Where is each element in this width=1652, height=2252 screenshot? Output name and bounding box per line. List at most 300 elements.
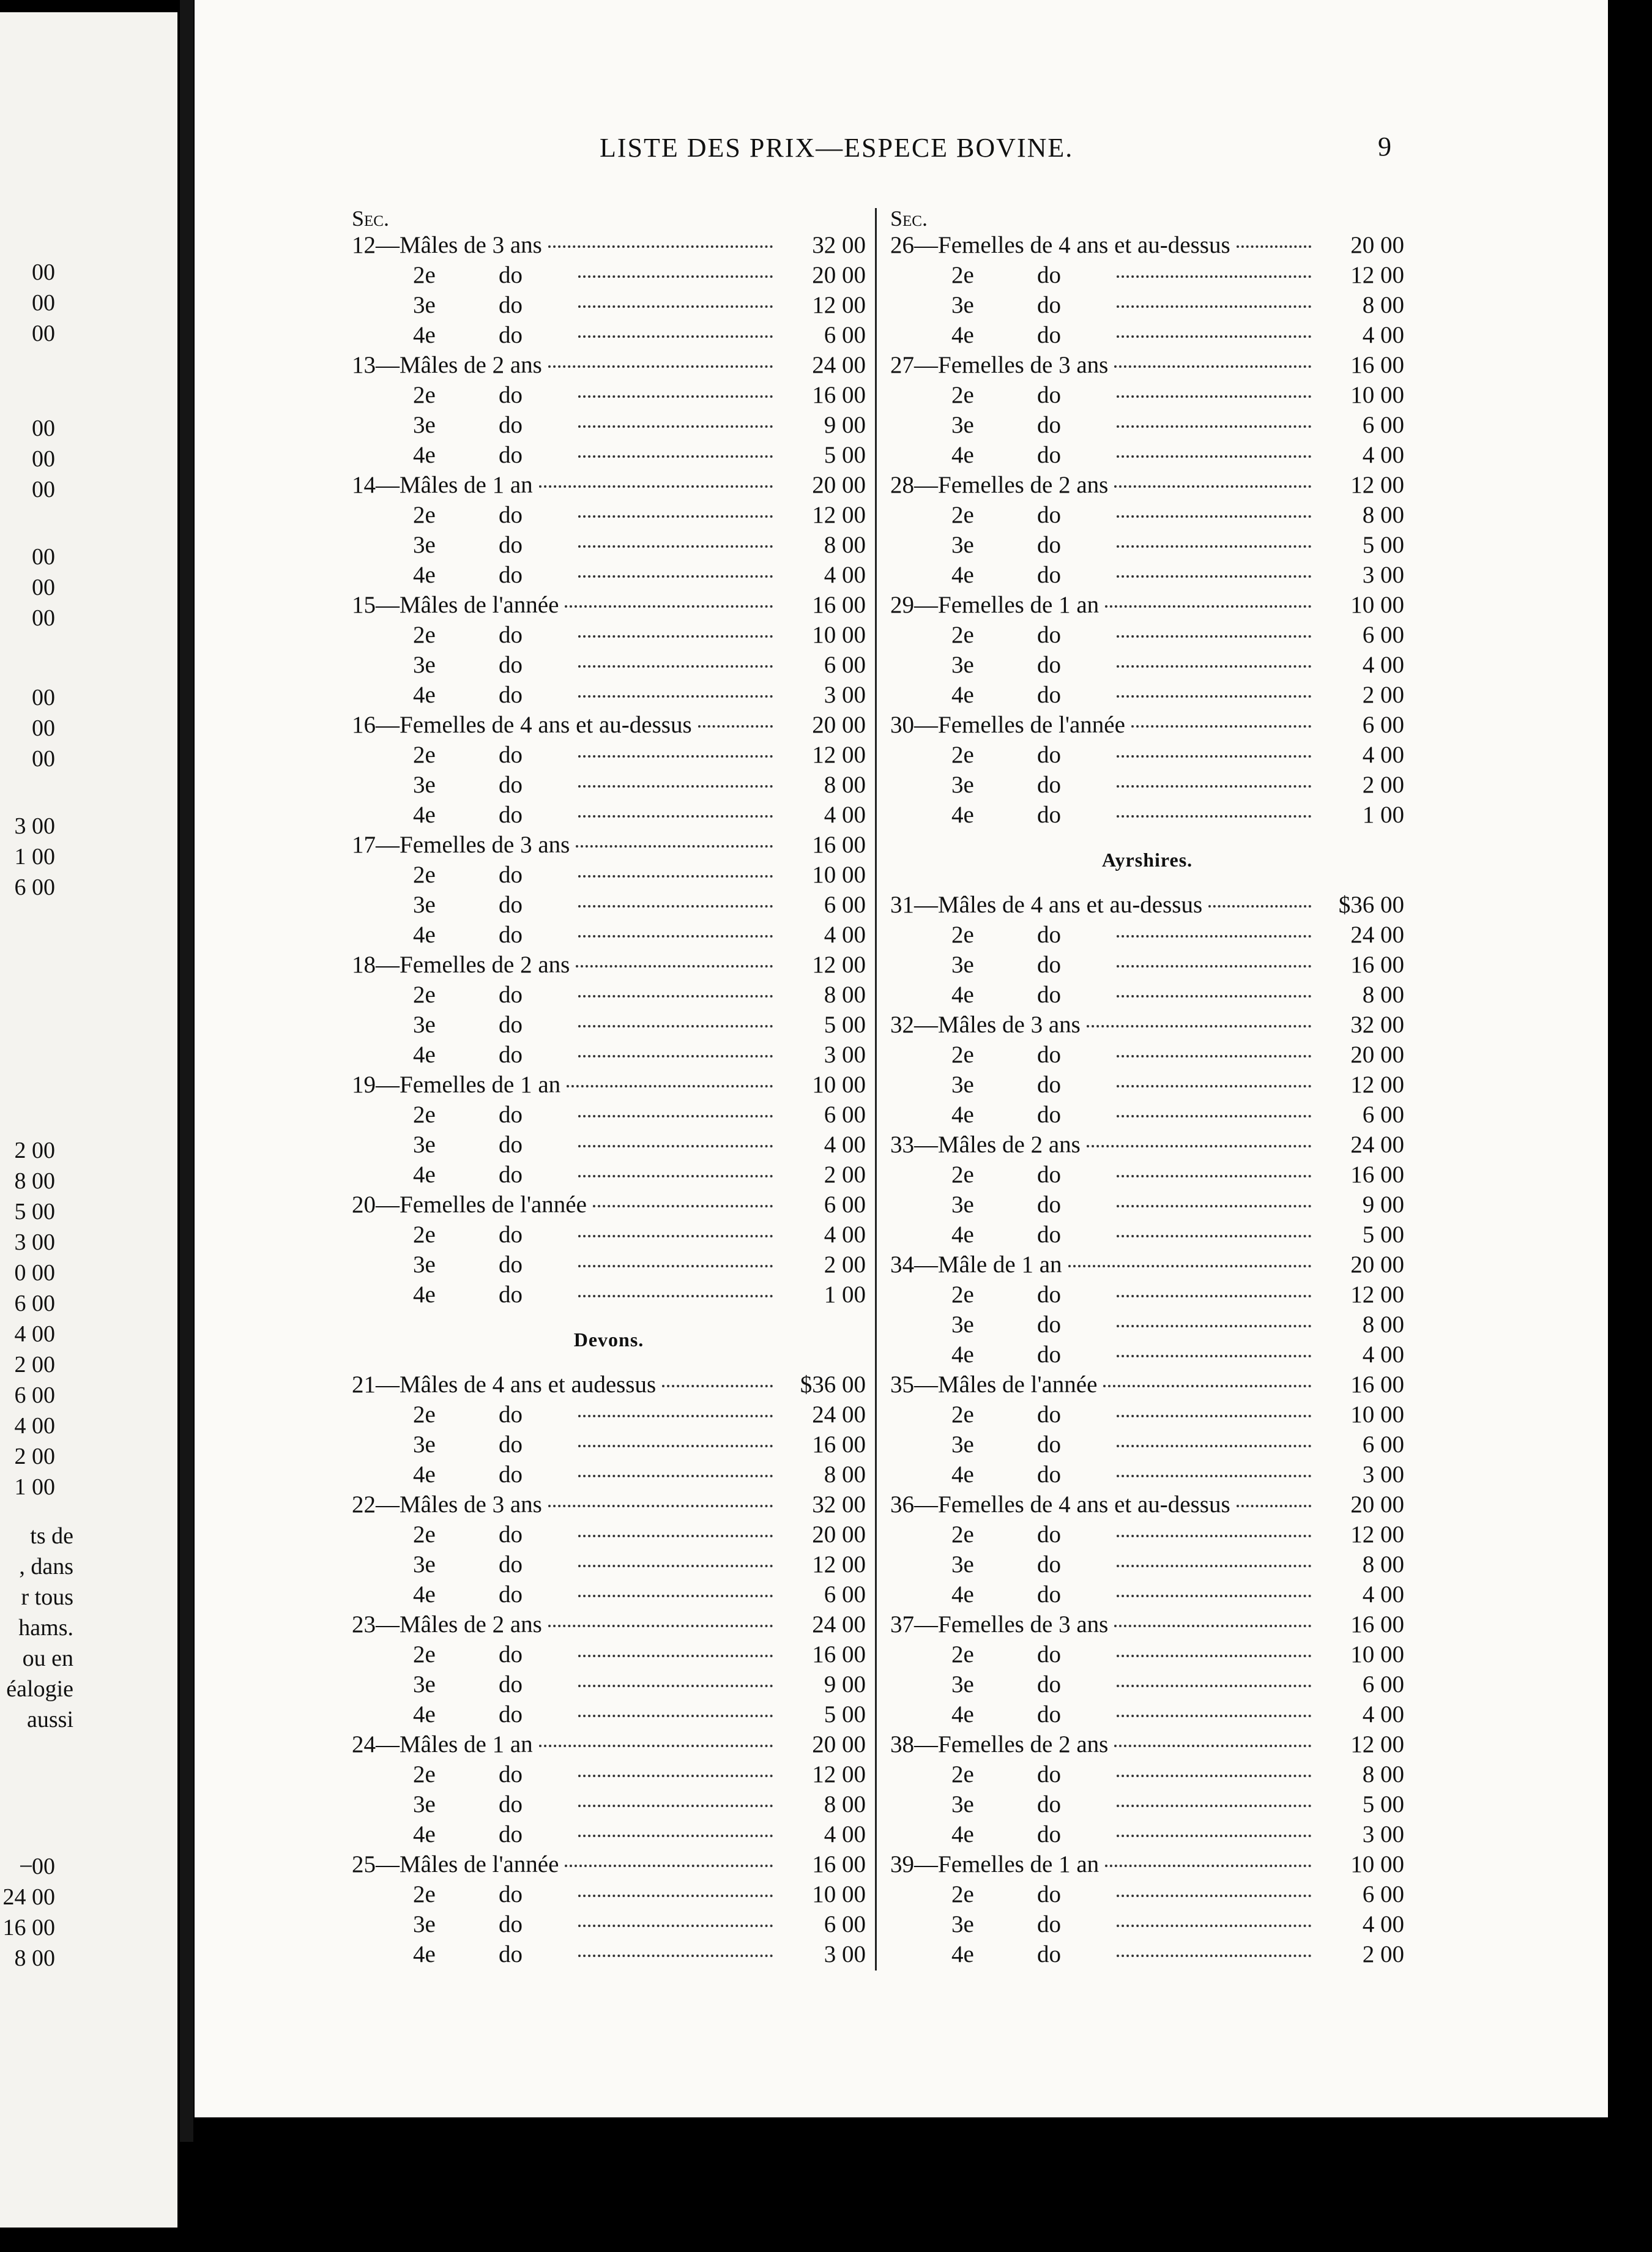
prize-amount: 12 00 <box>1350 472 1404 498</box>
dot-leader <box>578 1265 773 1267</box>
section-number: 21 <box>352 1371 376 1398</box>
ditto-mark: do <box>1037 1821 1061 1847</box>
facing-page-amount: 1 00 <box>14 844 55 870</box>
prize-amount: 3 00 <box>824 1042 866 1068</box>
prize-sub-row <box>352 320 866 350</box>
prize-row <box>890 1609 1404 1639</box>
prize-amount: 8 00 <box>1362 1551 1404 1578</box>
rank: 2e <box>413 622 436 648</box>
ditto-mark: do <box>1037 562 1061 588</box>
dash: — <box>914 1132 938 1158</box>
ditto-mark: do <box>499 1791 523 1818</box>
prize-label <box>890 441 1111 469</box>
ditto-mark: do <box>1037 1221 1061 1248</box>
rank: 3e <box>951 652 974 678</box>
prize-amount: 8 00 <box>824 532 866 558</box>
facing-page-amount: 2 00 <box>14 1352 55 1378</box>
ditto-mark: do <box>499 742 523 768</box>
prize-label <box>352 831 570 859</box>
prize-row <box>890 1490 1404 1519</box>
rank: 2e <box>951 1521 974 1548</box>
prize-label <box>352 981 572 1009</box>
prize-amount: 16 00 <box>812 832 866 858</box>
ditto-mark: do <box>499 1102 523 1128</box>
prize-amount: 4 00 <box>824 1132 866 1158</box>
dash: — <box>376 1491 400 1518</box>
prize-amount: 4 00 <box>1362 1701 1404 1728</box>
section-number: 15 <box>352 592 376 618</box>
prize-amount: 12 00 <box>812 292 866 318</box>
prize-sub-row <box>890 920 1404 950</box>
rank: 4e <box>951 562 974 588</box>
class-name: Mâles de 3 ans <box>938 1012 1081 1038</box>
prize-label <box>890 801 1111 829</box>
ditto-mark: do <box>1037 982 1061 1008</box>
dot-leader <box>1105 605 1311 608</box>
prize-label <box>352 1941 572 1968</box>
ditto-mark: do <box>499 1881 523 1907</box>
rank: 3e <box>413 1431 436 1458</box>
prize-sub-row <box>890 1040 1404 1070</box>
ditto-mark: do <box>499 382 523 408</box>
section-number: 37 <box>890 1611 914 1638</box>
prize-label <box>352 1521 572 1548</box>
section-number: 20 <box>352 1191 376 1218</box>
facing-page-amount: 2 00 <box>14 1138 55 1163</box>
prize-sub-row <box>352 680 866 710</box>
prize-label <box>890 1731 1108 1758</box>
ditto-mark: do <box>499 562 523 588</box>
facing-page-amount: 00 <box>32 259 55 285</box>
dot-leader <box>578 1895 773 1897</box>
prize-sub-row <box>352 1130 866 1160</box>
dot-leader <box>576 965 773 968</box>
dot-leader <box>578 1595 773 1597</box>
ditto-mark: do <box>499 442 523 468</box>
prize-row <box>890 1250 1404 1280</box>
facing-page-amount: 4 00 <box>14 1321 55 1347</box>
dash: — <box>376 232 400 258</box>
prize-label <box>890 351 1108 379</box>
section-number: 26 <box>890 232 914 258</box>
section-number: 23 <box>352 1611 376 1638</box>
rank: 4e <box>951 982 974 1008</box>
class-name: Mâles de l'année <box>400 1851 559 1877</box>
rank: 4e <box>951 1102 974 1128</box>
prize-label <box>352 1821 572 1848</box>
dot-leader <box>1131 725 1311 728</box>
prize-amount: 3 00 <box>824 1941 866 1967</box>
prize-amount: 3 00 <box>1362 562 1404 588</box>
prize-row <box>352 710 866 740</box>
prize-row <box>890 350 1404 380</box>
rank: 2e <box>951 1761 974 1788</box>
rank: 4e <box>413 1042 436 1068</box>
dot-leader <box>548 1505 773 1507</box>
facing-page-amount: 0 00 <box>14 1260 55 1286</box>
prize-row <box>352 470 866 500</box>
prize-amount: 2 00 <box>824 1161 866 1188</box>
dot-leader <box>578 905 773 908</box>
ditto-mark: do <box>499 772 523 798</box>
prize-sub-row <box>352 1250 866 1280</box>
prize-amount: 16 00 <box>812 1431 866 1458</box>
prize-label <box>352 1281 572 1308</box>
prize-sub-row <box>352 1879 866 1909</box>
rank: 2e <box>413 1102 436 1128</box>
dot-leader <box>578 695 773 698</box>
dash: — <box>376 712 400 738</box>
section-number: 22 <box>352 1491 376 1518</box>
dot-leader <box>578 935 773 938</box>
ditto-mark: do <box>1037 1581 1061 1608</box>
dot-leader <box>578 1115 773 1117</box>
facing-page-amount: 1 00 <box>14 1474 55 1500</box>
rank: 3e <box>951 952 974 978</box>
prize-label <box>352 321 572 349</box>
prize-sub-row <box>352 1100 866 1130</box>
dot-leader <box>1117 815 1311 818</box>
rank: 2e <box>951 1161 974 1188</box>
prize-sub-row <box>890 980 1404 1010</box>
rank: 2e <box>413 1881 436 1907</box>
prize-sub-row <box>352 1579 866 1609</box>
prize-label <box>352 1491 542 1518</box>
breed-heading: Devons. <box>573 1328 644 1351</box>
prize-sub-row <box>352 1010 866 1040</box>
prize-amount: 16 00 <box>1350 1161 1404 1188</box>
prize-amount: 9 00 <box>824 1671 866 1698</box>
dot-leader <box>548 365 773 368</box>
facing-page-amount: 8 00 <box>14 1945 55 1971</box>
prize-amount: 8 00 <box>1362 1311 1404 1338</box>
prize-amount: 3 00 <box>824 682 866 708</box>
class-name: Femelles de 2 ans <box>938 472 1109 498</box>
ditto-mark: do <box>1037 1941 1061 1967</box>
ditto-mark: do <box>499 1701 523 1728</box>
dot-leader <box>1114 485 1311 488</box>
ditto-mark: do <box>499 1461 523 1488</box>
class-name: Mâles de l'année <box>400 592 559 618</box>
dot-leader <box>1117 1355 1311 1357</box>
dash: — <box>914 1012 938 1038</box>
rank: 3e <box>951 1911 974 1937</box>
prize-sub-row <box>352 1699 866 1729</box>
section-number: 29 <box>890 592 914 618</box>
dot-leader <box>578 1055 773 1057</box>
dot-leader <box>578 785 773 788</box>
facing-page-amount: 16 00 <box>2 1915 55 1941</box>
prize-row <box>890 1010 1404 1040</box>
ditto-mark: do <box>499 1012 523 1038</box>
prize-amount: 24 00 <box>812 1611 866 1638</box>
facing-page-amount: 00 <box>32 290 55 316</box>
prize-sub-row <box>352 620 866 650</box>
rank: 2e <box>951 742 974 768</box>
prize-sub-row <box>890 380 1404 410</box>
dot-leader <box>578 545 773 548</box>
class-name: Mâles de 4 ans et au-dessus <box>938 892 1203 918</box>
prize-sub-row <box>352 650 866 680</box>
prize-label <box>352 1221 572 1248</box>
rank: 2e <box>951 1281 974 1308</box>
prize-label <box>890 1071 1111 1098</box>
dash: — <box>914 712 938 738</box>
prize-amount: 20 00 <box>812 1731 866 1758</box>
prize-label <box>352 1851 559 1878</box>
dot-leader <box>578 1235 773 1237</box>
rank: 3e <box>413 1251 436 1278</box>
prize-sub-row <box>890 1939 1404 1969</box>
prize-amount: 6 00 <box>824 652 866 678</box>
prize-sub-row <box>890 1819 1404 1849</box>
prize-amount: 1 00 <box>1362 802 1404 828</box>
prize-sub-row <box>890 1190 1404 1220</box>
prize-label <box>352 1041 572 1068</box>
rank: 2e <box>413 862 436 888</box>
prize-row <box>352 1490 866 1519</box>
prize-sub-row <box>890 1430 1404 1460</box>
ditto-mark: do <box>499 682 523 708</box>
prize-label <box>890 921 1111 949</box>
prize-sub-row <box>352 260 866 290</box>
ditto-mark: do <box>1037 1431 1061 1458</box>
ditto-mark: do <box>1037 1341 1061 1368</box>
dot-leader <box>578 1415 773 1417</box>
dot-leader <box>578 1535 773 1537</box>
rank: 2e <box>413 1521 436 1548</box>
prize-sub-row <box>890 560 1404 590</box>
dash: — <box>376 1191 400 1218</box>
prize-label <box>890 1311 1111 1338</box>
section-number: 33 <box>890 1132 914 1158</box>
dot-leader <box>1117 335 1311 338</box>
class-name: Mâles de 1 an <box>400 1731 533 1758</box>
dash: — <box>914 472 938 498</box>
dash: — <box>376 952 400 978</box>
prize-amount: 6 00 <box>824 1191 866 1218</box>
prize-amount: 8 00 <box>824 1791 866 1818</box>
prize-label <box>352 651 572 679</box>
prize-amount: 24 00 <box>812 352 866 378</box>
rank: 2e <box>951 1881 974 1907</box>
prize-amount: 6 00 <box>824 1102 866 1128</box>
page-gutter <box>180 0 193 2142</box>
prize-label <box>890 1521 1111 1548</box>
prize-sub-row <box>352 1819 866 1849</box>
facing-page-amount: 00 <box>32 446 55 472</box>
prize-sub-row <box>890 1280 1404 1310</box>
ditto-mark: do <box>499 1251 523 1278</box>
ditto-mark: do <box>499 262 523 288</box>
dot-leader <box>578 515 773 518</box>
prize-sub-row <box>352 890 866 920</box>
dot-leader <box>1087 1145 1311 1147</box>
prize-label <box>890 1341 1111 1368</box>
prize-label <box>352 1011 572 1038</box>
section-number: 25 <box>352 1851 376 1877</box>
ditto-mark: do <box>1037 952 1061 978</box>
rank: 3e <box>413 1012 436 1038</box>
prize-label <box>352 891 572 919</box>
facing-page-amount: 3 00 <box>14 813 55 839</box>
prize-amount: 20 00 <box>1350 232 1404 258</box>
rank: 4e <box>951 1341 974 1368</box>
ditto-mark: do <box>1037 1911 1061 1937</box>
dot-leader <box>662 1385 773 1387</box>
prize-sub-row <box>352 380 866 410</box>
prize-row <box>890 1370 1404 1400</box>
prize-label <box>352 1101 572 1128</box>
dot-leader <box>1117 665 1311 668</box>
prize-label <box>890 1581 1111 1608</box>
section-number: 34 <box>890 1251 914 1278</box>
rank: 2e <box>413 742 436 768</box>
dot-leader <box>578 575 773 578</box>
prize-amount: 16 00 <box>1350 1371 1404 1398</box>
dot-leader <box>1117 1955 1311 1957</box>
dot-leader <box>1117 1655 1311 1657</box>
ditto-mark: do <box>499 982 523 1008</box>
prize-sub-row <box>890 1340 1404 1370</box>
ditto-mark: do <box>1037 1191 1061 1218</box>
prize-amount: 12 00 <box>812 502 866 528</box>
prize-amount: 2 00 <box>824 1251 866 1278</box>
rank: 4e <box>413 1821 436 1847</box>
prize-sub-row <box>352 1789 866 1819</box>
dot-leader <box>1117 1325 1311 1327</box>
dot-leader <box>578 1775 773 1777</box>
rank: 2e <box>413 1221 436 1248</box>
prize-amount: 6 00 <box>1362 1671 1404 1698</box>
prize-sub-row <box>890 1579 1404 1609</box>
dot-leader <box>1117 695 1311 698</box>
prize-label <box>352 801 572 829</box>
prize-label <box>890 1491 1230 1518</box>
dot-leader <box>1117 1055 1311 1057</box>
prize-sub-row <box>890 1549 1404 1579</box>
prize-label <box>890 321 1111 349</box>
prize-row <box>352 1190 866 1220</box>
prize-label <box>352 591 559 619</box>
dot-leader <box>539 1745 773 1747</box>
facing-page-amount: 00 <box>32 477 55 502</box>
dot-leader <box>578 1475 773 1477</box>
prize-sub-row <box>890 650 1404 680</box>
prize-label <box>352 1701 572 1728</box>
facing-page-amount: 00 <box>32 416 55 441</box>
prize-label <box>352 921 572 949</box>
ditto-mark: do <box>499 1281 523 1308</box>
dash: — <box>914 1851 938 1877</box>
ditto-mark: do <box>499 1671 523 1698</box>
prize-label <box>890 1881 1111 1908</box>
prize-label <box>890 411 1111 439</box>
prize-label <box>890 591 1099 619</box>
prize-amount: 4 00 <box>824 922 866 948</box>
prize-amount: 8 00 <box>1362 1761 1404 1788</box>
prize-amount: 8 00 <box>824 982 866 1008</box>
rank: 4e <box>951 442 974 468</box>
prize-label <box>352 1581 572 1608</box>
rank: 4e <box>413 1941 436 1967</box>
facing-page-amount: 2 00 <box>14 1444 55 1469</box>
prize-amount: 5 00 <box>824 1012 866 1038</box>
dot-leader <box>578 275 773 278</box>
dot-leader <box>578 1955 773 1957</box>
dot-leader <box>539 485 773 488</box>
facing-page-text: hams. <box>18 1615 73 1641</box>
prize-label <box>352 711 692 739</box>
prize-amount: 3 00 <box>1362 1821 1404 1847</box>
prize-label <box>352 1731 533 1758</box>
rank: 2e <box>413 1761 436 1788</box>
dash: — <box>376 1072 400 1098</box>
dot-leader <box>1068 1265 1311 1267</box>
ditto-mark: do <box>1037 772 1061 798</box>
prize-sub-row <box>352 500 866 530</box>
dash: — <box>914 1731 938 1758</box>
dash: — <box>376 592 400 618</box>
dot-leader <box>1114 1625 1311 1627</box>
facing-page-amount: 00 <box>32 605 55 631</box>
prize-label <box>352 1671 572 1698</box>
rank: 4e <box>951 1581 974 1608</box>
prize-sub-row <box>352 1549 866 1579</box>
prize-label <box>352 471 533 499</box>
ditto-mark: do <box>1037 1161 1061 1188</box>
dot-leader <box>548 1625 773 1627</box>
section-abbrev: Sec. <box>352 206 389 231</box>
ditto-mark: do <box>499 922 523 948</box>
prize-amount: 20 00 <box>812 1521 866 1548</box>
prize-amount: 16 00 <box>812 1641 866 1668</box>
rank: 3e <box>951 412 974 438</box>
dot-leader <box>567 1085 773 1087</box>
dot-leader <box>565 1865 773 1867</box>
prize-amount: 4 00 <box>1362 322 1404 348</box>
prize-amount: 20 00 <box>1350 1042 1404 1068</box>
dot-leader <box>565 605 773 608</box>
prize-amount: 4 00 <box>824 562 866 588</box>
facing-page-amount: 6 00 <box>14 874 55 900</box>
rank: 4e <box>951 322 974 348</box>
prize-sub-row <box>890 290 1404 320</box>
prize-amount: 4 00 <box>824 802 866 828</box>
ditto-mark: do <box>499 502 523 528</box>
class-name: Mâles de 2 ans <box>938 1132 1081 1158</box>
dot-leader <box>1117 275 1311 278</box>
ditto-mark: do <box>1037 1521 1061 1548</box>
section-number: 19 <box>352 1072 376 1098</box>
ditto-mark: do <box>1037 622 1061 648</box>
prize-sub-row <box>352 920 866 950</box>
prize-amount: 16 00 <box>812 382 866 408</box>
dot-leader <box>1114 1745 1311 1747</box>
dot-leader <box>698 725 773 728</box>
dot-leader <box>578 1925 773 1927</box>
prize-label <box>890 1611 1108 1638</box>
prize-label <box>890 1551 1111 1578</box>
prize-amount: 6 00 <box>1362 622 1404 648</box>
prize-label <box>890 621 1111 649</box>
prize-label <box>890 741 1111 769</box>
prize-amount: 32 00 <box>1350 1012 1404 1038</box>
prize-sub-row <box>352 1040 866 1070</box>
facing-page-amount: 00 <box>32 715 55 741</box>
prize-amount: 2 00 <box>1362 772 1404 798</box>
rank: 2e <box>413 982 436 1008</box>
